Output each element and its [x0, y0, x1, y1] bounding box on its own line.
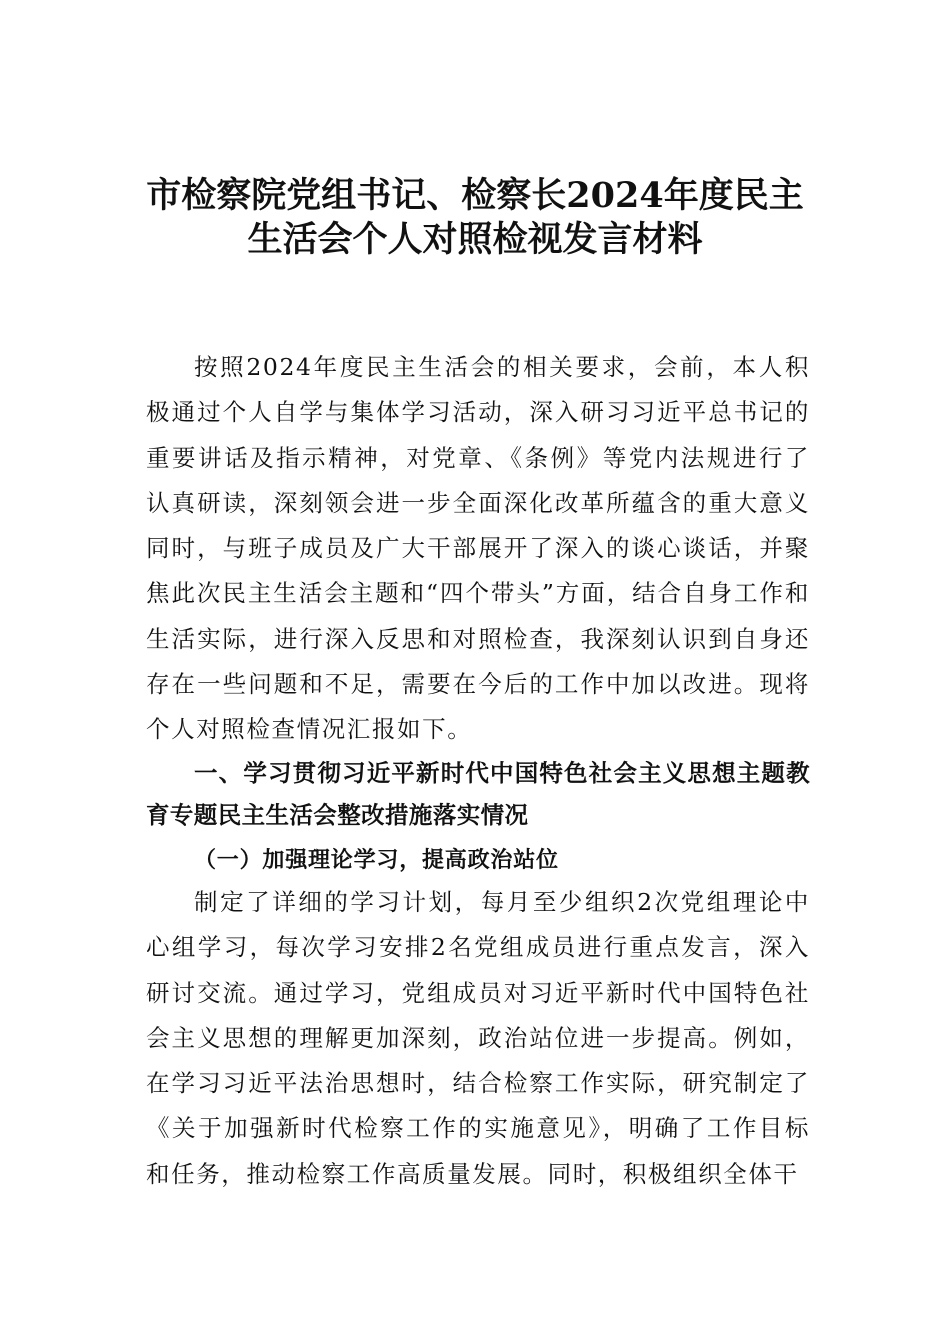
document-title-line-2: 生活会个人对照检视发言材料 — [247, 219, 703, 260]
subsection-1-heading: （一）加强理论学习，提高政治站位 — [194, 847, 559, 873]
body-paragraph-2: 制定了详细的学习计划，每月至少组织2次党组理论中心组学习，每次学习安排2名党组成员进行重点发言，深入研讨交流。通过学习，党组成员对习近平新时代中国特色社会主义思想的理解更加深刻，政治站位进一步提高。例如，在学习习近平法治思想时，结合检察工作实际，研究制定了《关于加强新时代检察工作的实施意见》，明确了工作目标和任务，推动检察工作高质量发展。同时，积极组织全体干 — [146, 888, 810, 1188]
section-1-heading: 一、学习贯彻习近平新时代中国特色社会主义思想主题教育专题民主生活会整改措施落实情况 — [146, 759, 810, 829]
intro-paragraph: 按照2024年度民主生活会的相关要求，会前，本人积极通过个人自学与集体学习活动，深入研习习近平总书记的重要讲话及指示精神，对党章、《条例》等党内法规进行了认真研读，深刻领会进一步全面深化改革所蕴含的重大意义同时，与班子成员及广大干部展开了深入的谈心谈话，并聚焦此次民主生活会主题和“四个带头”方面，结合自身工作和生活实际，进行深入反思和对照检查，我深刻认识到自身还存在一些问题和不足，需要在今后的工作中加以改进。现将个人对照检查情况汇报如下。 — [146, 353, 810, 744]
document-title-line-1: 市检察院党组书记、检察长2024年度民主 — [146, 175, 804, 216]
